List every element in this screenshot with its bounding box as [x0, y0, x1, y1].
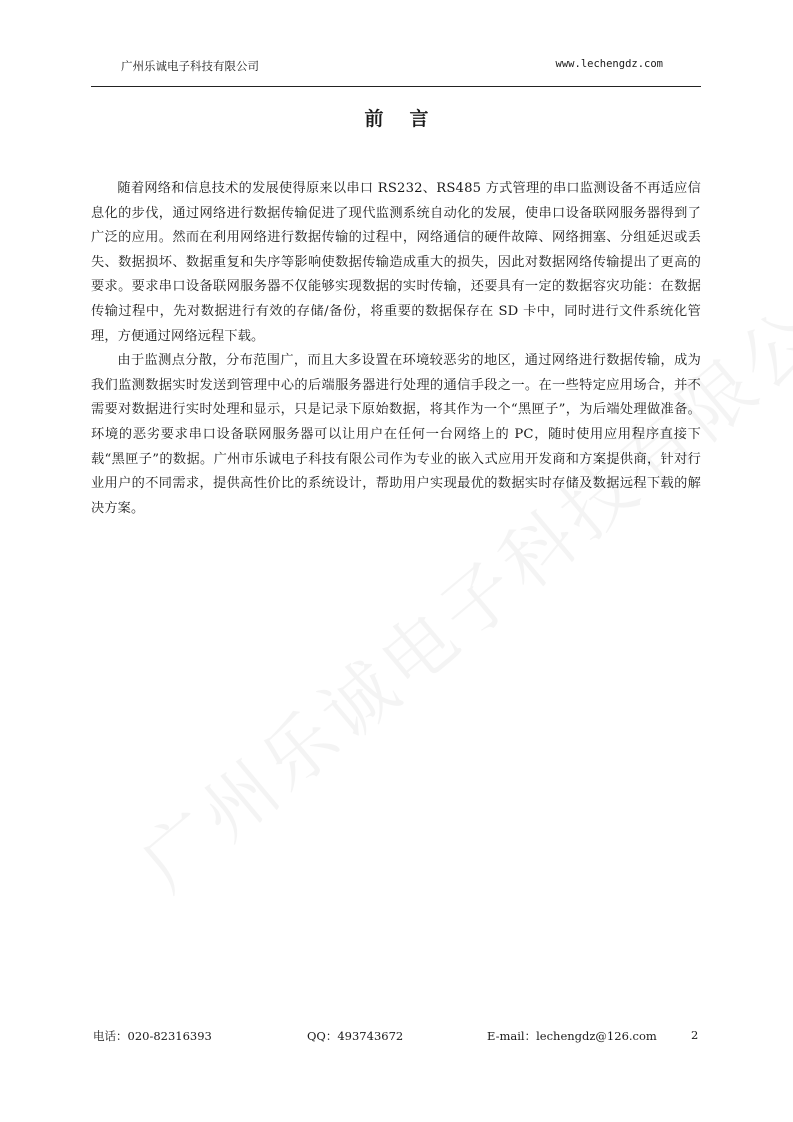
body-text: [91, 177, 701, 521]
paragraph-2: 由于监测点分散，分布范围广，而且大多设置在环境较恶劣的地区，通过网络进行数据传输，成为我们监测数据实时发送到管理中心的后端服务器进行处理的通信手段之一。在一些特定应用场合，并不需要对数据进行实时处理和显示，只是记录下原始数据，将其作为一个“黑匣子”，为后端处理做准备。环境的恶劣要求串口设备联网服务器可以让用户在任何一台网络上的 PC，随时使用应用程序直接下载“黑匣子”的数据。广州市乐诚电子科技有限公司作为专业的嵌入式应用开发商和方案提供商，针对行业用户的不同需求，提供高性价比的系统设计，帮助用户实现最优的数据实时存储及数据远程下载的解决方案。: [91, 353, 701, 516]
header-company-name: 广州乐诚电子科技有限公司: [121, 59, 259, 73]
watermark: [115, 470, 611, 910]
page-title: 前言: [364, 108, 455, 130]
footer-email: E-mail：lechengdz@126.com: [487, 1029, 657, 1043]
header-website: www.lechengdz.com: [555, 58, 663, 70]
footer-qq: QQ：493743672: [307, 1029, 404, 1043]
paragraph-1: 随着网络和信息技术的发展使得原来以串口 RS232、RS485 方式管理的串口监测设备不再适应信息化的步伐，通过网络进行数据传输促进了现代监测系统自动化的发展，使串口设备联网服务器得到了广泛的应用。然而在利用网络进行数据传输的过程中，网络通信的硬件故障、网络拥塞、分组延迟或丢失、数据损坏、数据重复和失序等影响使数据传输造成重大的损失，因此对数据网络传输提出了更高的要求。要求串口设备联网服务器不仅能够实现数据的实时传输，还要具有一定的数据容灾功能：在数据传输过程中，先对数据进行有效的存储/备份，将重要的数据保存在 SD 卡中，同时进行文件系统化管理，方便通过网络远程下载。: [91, 181, 701, 344]
header-divider: [91, 86, 701, 87]
page-number: 2: [691, 1028, 699, 1042]
footer-phone: 电话：020-82316393: [93, 1029, 212, 1043]
